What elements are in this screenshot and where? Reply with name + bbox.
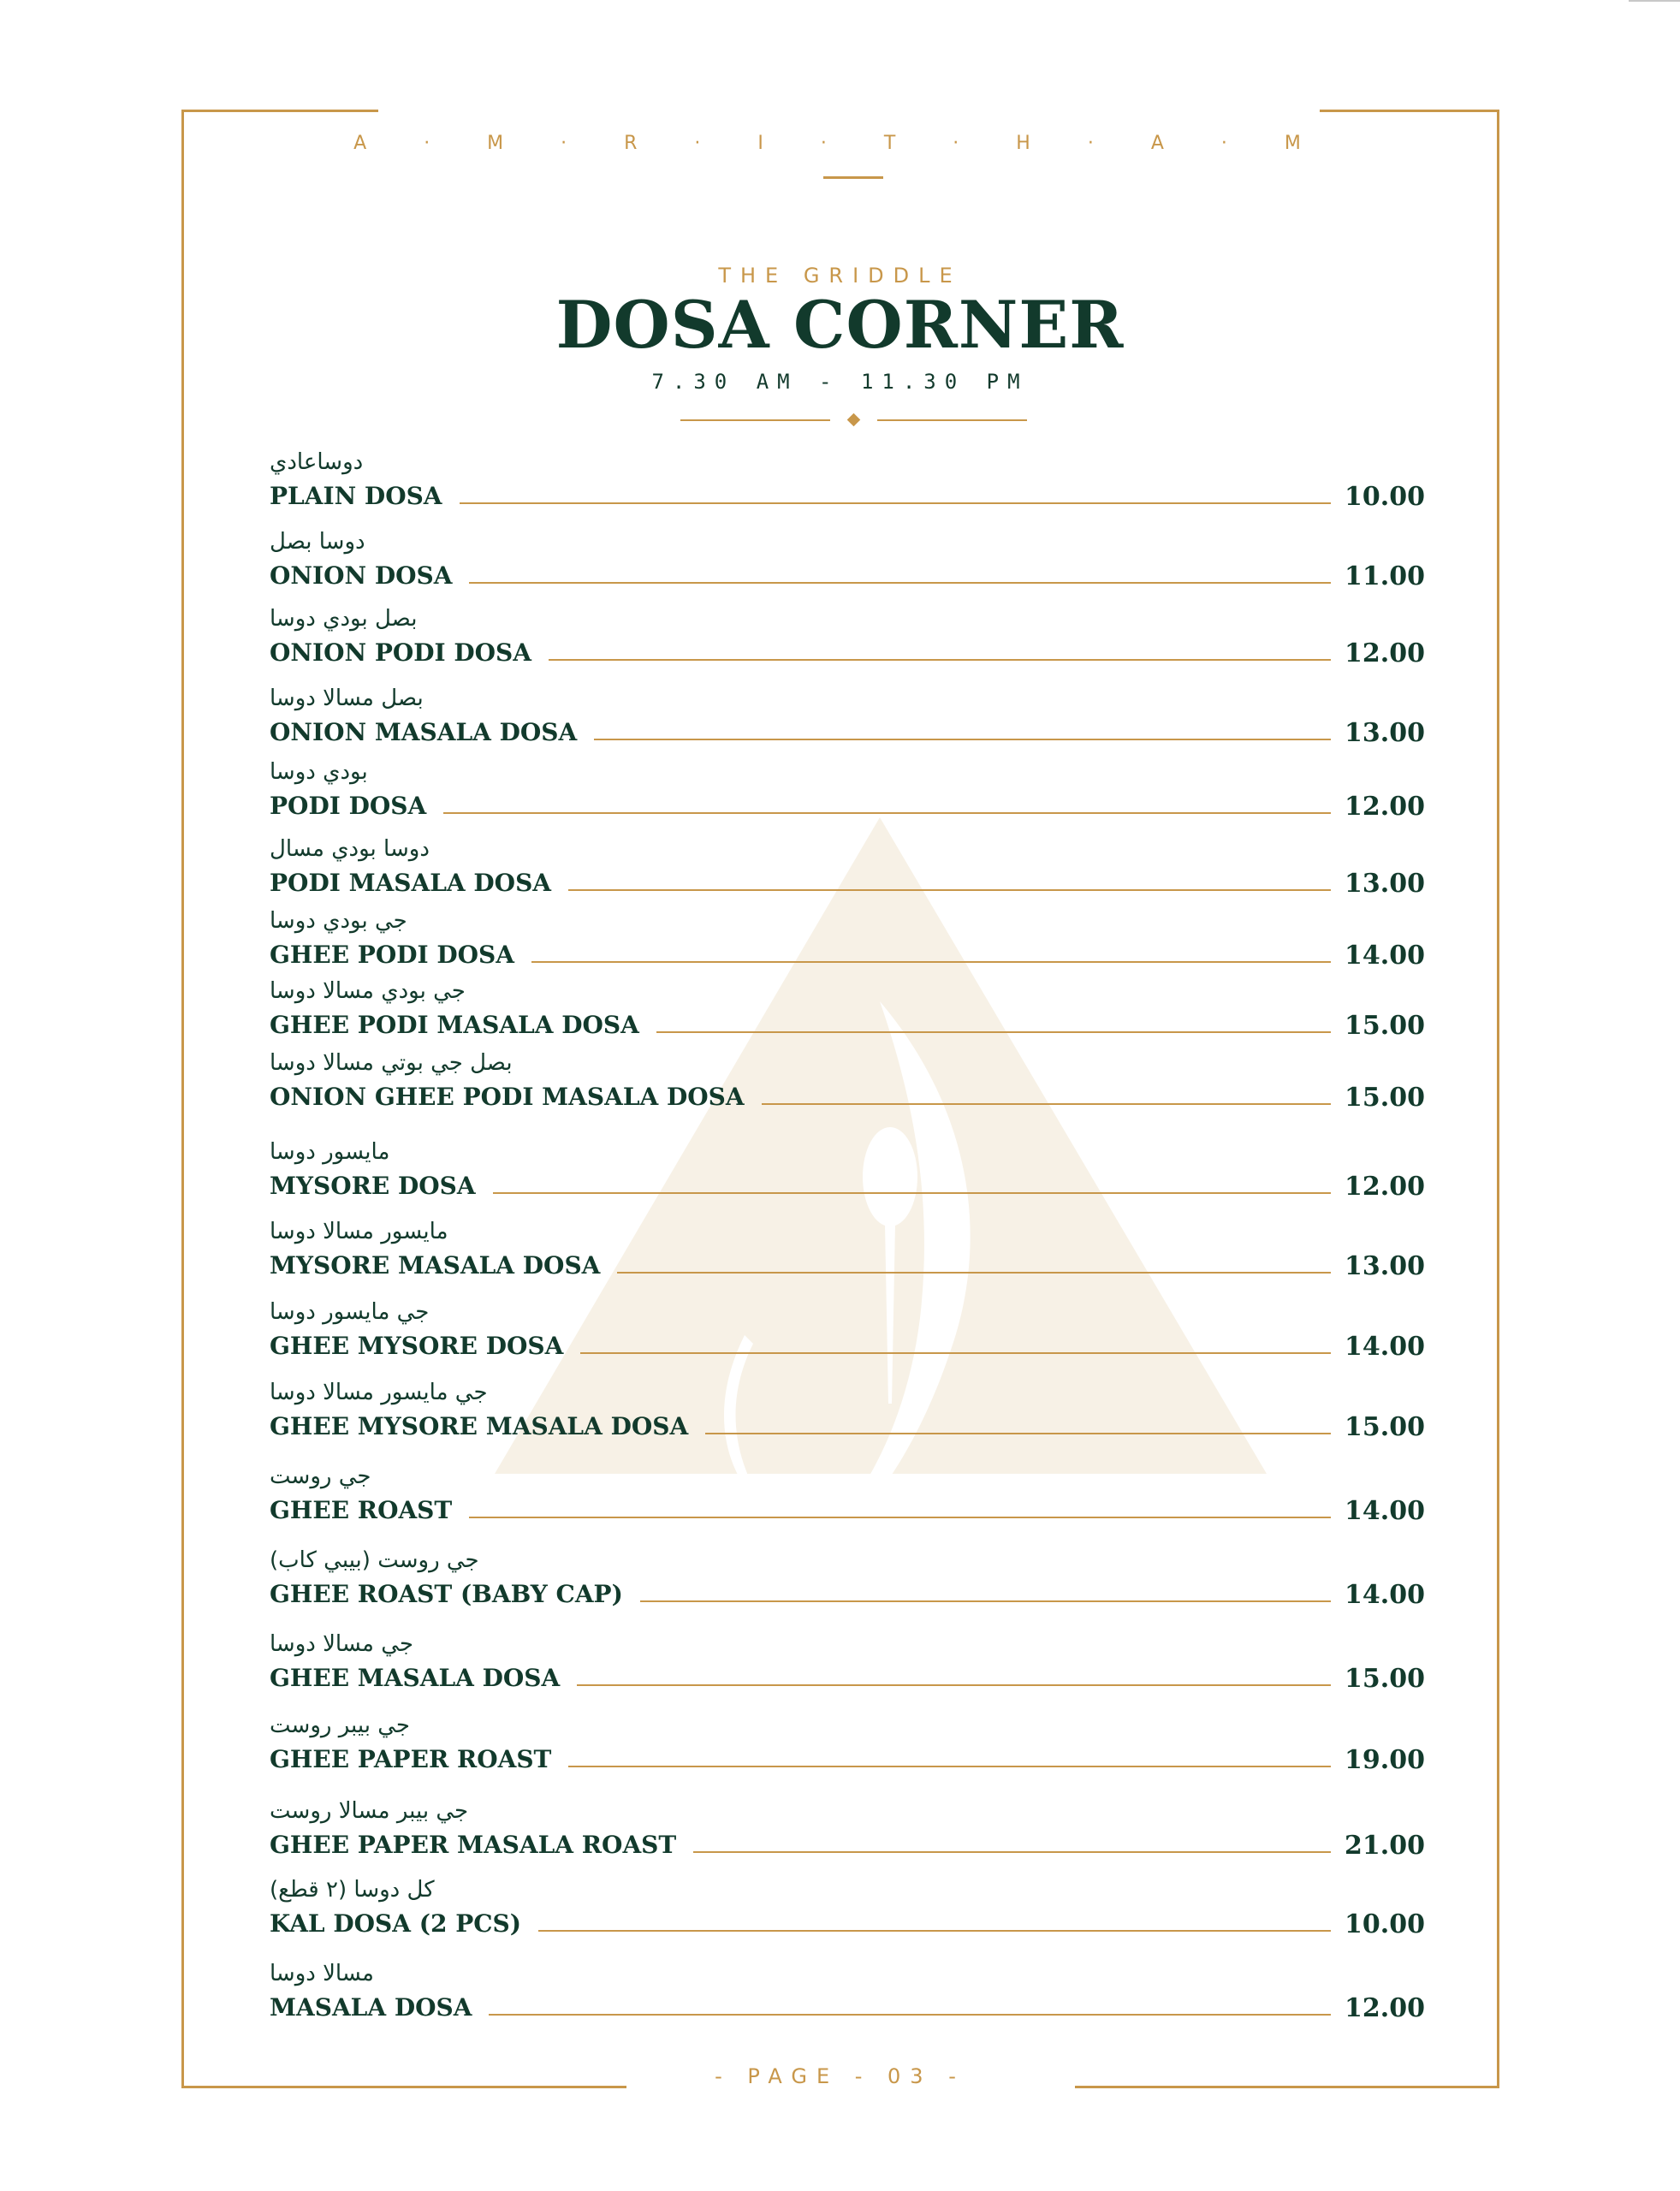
item-name-arabic: جي بيبر روست (270, 1713, 410, 1738)
leader-line (469, 582, 1331, 584)
leader-line (469, 1517, 1331, 1518)
item-name-arabic: مسالا دوسا (270, 1961, 374, 1986)
page-number: - PAGE - 03 - (715, 2064, 965, 2088)
brand-underline (823, 176, 883, 179)
menu-item (270, 686, 1425, 754)
menu-item (270, 908, 1425, 977)
leader-line (705, 1433, 1331, 1434)
brand-name: A · M · R · I · T · H · A · M (353, 133, 1327, 154)
item-name-arabic: جي روست (270, 1464, 371, 1489)
item-name-arabic: دوسا بودي مسال (270, 836, 430, 862)
item-price: 14.00 (1345, 1580, 1425, 1610)
item-name-arabic: جي روست (بيبي كاب) (270, 1547, 479, 1573)
page-title: DOSA CORNER (555, 287, 1125, 363)
item-name-arabic: جي بودي مسالا دوسا (270, 978, 466, 1004)
menu-item (270, 1380, 1425, 1448)
leader-line (460, 502, 1331, 504)
item-price: 21.00 (1345, 1831, 1425, 1861)
menu-item (270, 1299, 1425, 1368)
item-price: 11.00 (1345, 561, 1425, 591)
leader-line (493, 1192, 1331, 1194)
menu-item (270, 1713, 1425, 1781)
menu-item (270, 606, 1425, 674)
leader-line (693, 1851, 1331, 1853)
leader-line (577, 1684, 1331, 1686)
divider-right (877, 419, 1027, 421)
item-name-arabic: مايسور مسالا دوسا (270, 1219, 448, 1244)
menu-item (270, 978, 1425, 1047)
item-price: 12.00 (1345, 792, 1425, 822)
leader-line (594, 739, 1331, 740)
leader-line (762, 1103, 1331, 1105)
item-name: GHEE PAPER ROAST (270, 1745, 552, 1773)
item-name-arabic: جي مايسور دوسا (270, 1299, 430, 1325)
item-name: GHEE MYSORE DOSA (270, 1332, 564, 1360)
leader-line (568, 1766, 1331, 1767)
item-price: 13.00 (1345, 869, 1425, 899)
menu-item (270, 836, 1425, 905)
menu-item (270, 1961, 1425, 2029)
item-name-arabic: بصل بودي دوسا (270, 606, 418, 632)
item-name: MYSORE MASALA DOSA (270, 1251, 601, 1280)
item-name-arabic: بودي دوسا (270, 759, 368, 785)
item-price: 12.00 (1345, 1993, 1425, 2023)
item-name: GHEE PODI DOSA (270, 941, 514, 969)
menu-item (270, 1631, 1425, 1700)
leader-line (443, 812, 1331, 814)
leader-line (538, 1930, 1331, 1932)
menu-item (270, 449, 1425, 518)
menu-item (270, 1798, 1425, 1867)
item-price: 10.00 (1345, 1909, 1425, 1939)
item-name-arabic: مايسور دوسا (270, 1139, 390, 1165)
item-name: ONION GHEE PODI MASALA DOSA (270, 1083, 745, 1111)
menu-item (270, 1050, 1425, 1119)
item-price: 14.00 (1345, 941, 1425, 971)
item-price: 15.00 (1345, 1664, 1425, 1694)
menu-item (270, 1139, 1425, 1208)
item-name: GHEE MYSORE MASALA DOSA (270, 1412, 689, 1440)
leader-line (640, 1600, 1331, 1602)
item-name: PODI MASALA DOSA (270, 869, 552, 897)
item-price: 12.00 (1345, 638, 1425, 668)
item-name: GHEE ROAST (BABY CAP) (270, 1580, 623, 1608)
item-price: 14.00 (1345, 1496, 1425, 1526)
item-price: 13.00 (1345, 1251, 1425, 1281)
item-price: 13.00 (1345, 718, 1425, 748)
leader-line (617, 1272, 1331, 1274)
item-price: 19.00 (1345, 1745, 1425, 1775)
item-name-arabic: دوسا بصل (270, 529, 365, 555)
item-name: KAL DOSA (2 PCS) (270, 1909, 522, 1938)
leader-line (531, 961, 1331, 963)
item-name: ONION PODI DOSA (270, 638, 532, 667)
leader-line (489, 2014, 1331, 2016)
item-name-arabic: كل دوسا (٢ قطع) (270, 1877, 435, 1903)
opening-hours: 7.30 AM - 11.30 PM (651, 370, 1029, 394)
item-name: GHEE PAPER MASALA ROAST (270, 1831, 677, 1859)
item-name: ONION MASALA DOSA (270, 718, 578, 746)
menu-item (270, 1547, 1425, 1616)
menu-item (270, 759, 1425, 828)
leader-line (656, 1031, 1331, 1033)
menu-item (270, 1219, 1425, 1287)
leader-line (549, 659, 1331, 661)
item-price: 15.00 (1345, 1083, 1425, 1113)
leader-line (580, 1352, 1331, 1354)
menu-item (270, 1877, 1425, 1945)
item-name: PODI DOSA (270, 792, 427, 820)
item-name: GHEE PODI MASALA DOSA (270, 1011, 639, 1039)
menu-item (270, 1464, 1425, 1532)
item-name-arabic: جي بودي دوسا (270, 908, 407, 934)
item-price: 12.00 (1345, 1172, 1425, 1202)
item-name: GHEE ROAST (270, 1496, 453, 1524)
item-name: PLAIN DOSA (270, 482, 442, 510)
item-name: ONION DOSA (270, 561, 453, 590)
item-name-arabic: بصل مسالا دوسا (270, 686, 424, 711)
item-price: 14.00 (1345, 1332, 1425, 1362)
item-name-arabic: جي بيبر مسالا روست (270, 1798, 469, 1824)
item-name-arabic: جي مايسور مسالا دوسا (270, 1380, 488, 1405)
item-name: MASALA DOSA (270, 1993, 472, 2022)
item-name-arabic: بصل جي بوتي مسالا دوسا (270, 1050, 513, 1076)
divider-left (680, 419, 830, 421)
leader-line (568, 889, 1331, 891)
item-name: MYSORE DOSA (270, 1172, 476, 1200)
section-subtitle: THE GRIDDLE (718, 264, 962, 288)
item-name-arabic: دوساعادي (270, 449, 364, 475)
item-price: 15.00 (1345, 1011, 1425, 1041)
menu-item (270, 529, 1425, 597)
item-price: 15.00 (1345, 1412, 1425, 1442)
item-name-arabic: جي مسالا دوسا (270, 1631, 413, 1657)
item-name: GHEE MASALA DOSA (270, 1664, 561, 1692)
item-price: 10.00 (1345, 482, 1425, 512)
